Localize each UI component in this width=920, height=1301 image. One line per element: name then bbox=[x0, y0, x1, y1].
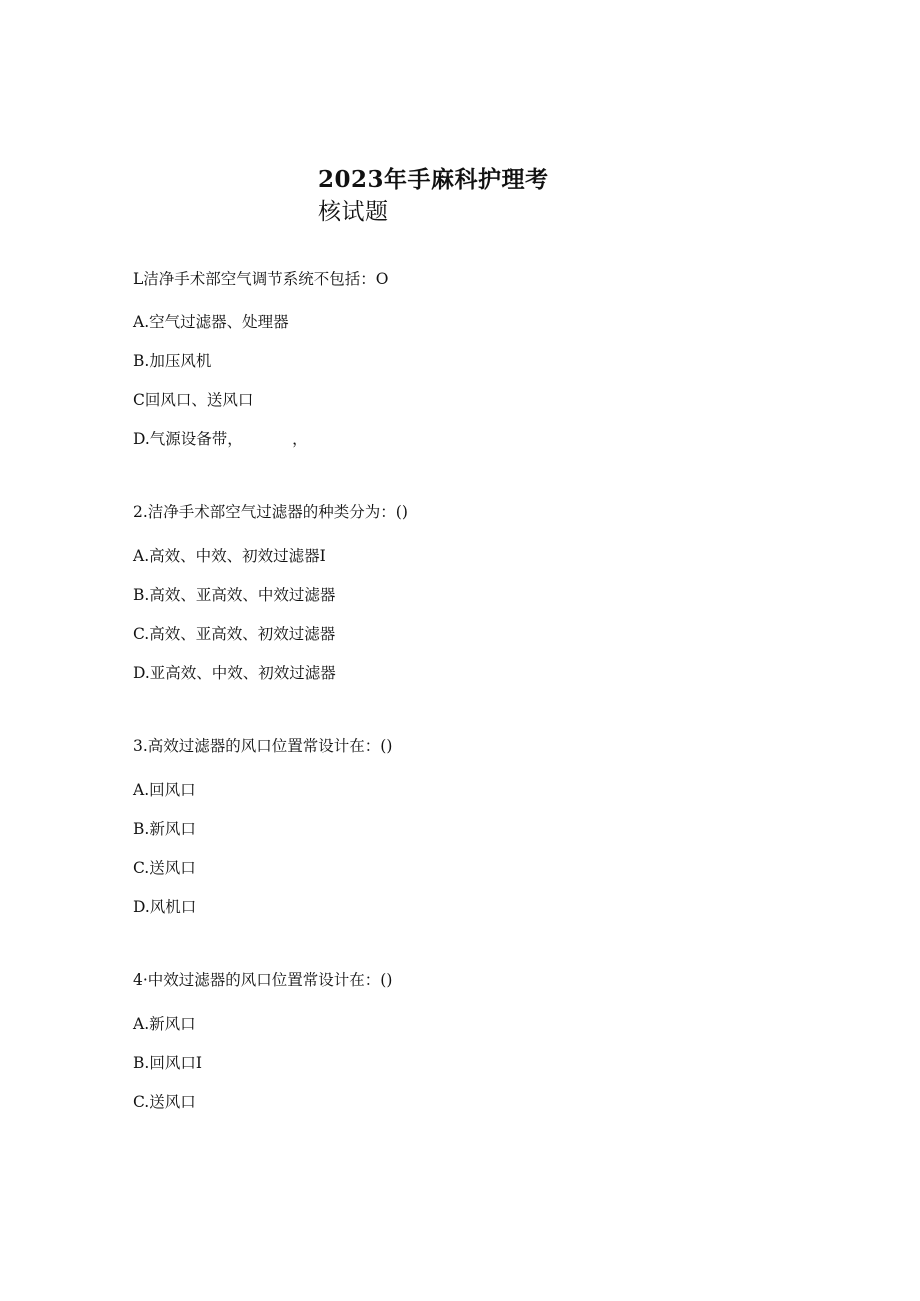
question-1-stem: L洁净手术部空气调节系统不包括：O bbox=[133, 270, 389, 288]
question-1-option-d: D.气源设备带， ， bbox=[133, 430, 308, 448]
question-4-option-b: B.回风口I bbox=[133, 1054, 202, 1072]
question-4-option-c: C.送风口 bbox=[133, 1093, 196, 1111]
title-line-1: 2023年手麻科护理考 bbox=[318, 166, 549, 193]
question-1-option-c: C回风口、送风口 bbox=[133, 391, 254, 409]
question-2-option-a: A.高效、中效、初效过滤器I bbox=[133, 547, 326, 565]
title-line-2: 核试题 bbox=[318, 199, 389, 225]
question-2-option-d: D.亚高效、中效、初效过滤器 bbox=[133, 664, 336, 682]
document-title bbox=[318, 164, 548, 228]
question-3-option-b: B.新风口 bbox=[133, 820, 196, 838]
question-4-stem: 4·中效过滤器的风口位置常设计在：() bbox=[133, 971, 393, 989]
question-2-option-b: B.高效、亚高效、中效过滤器 bbox=[133, 586, 336, 604]
question-2-stem: 2.洁净手术部空气过滤器的种类分为：() bbox=[133, 503, 408, 521]
question-4-option-a: A.新风口 bbox=[133, 1015, 196, 1033]
question-1-option-a: A.空气过滤器、处理器 bbox=[133, 313, 289, 331]
question-1-option-b: B.加压风机 bbox=[133, 352, 212, 370]
question-3-option-a: A.回风口 bbox=[133, 781, 196, 799]
question-2-option-c: C.高效、亚高效、初效过滤器 bbox=[133, 625, 336, 643]
question-3-option-d: D.风机口 bbox=[133, 898, 197, 916]
question-3-stem: 3.高效过滤器的风口位置常设计在：() bbox=[133, 737, 393, 755]
question-3-option-c: C.送风口 bbox=[133, 859, 196, 877]
